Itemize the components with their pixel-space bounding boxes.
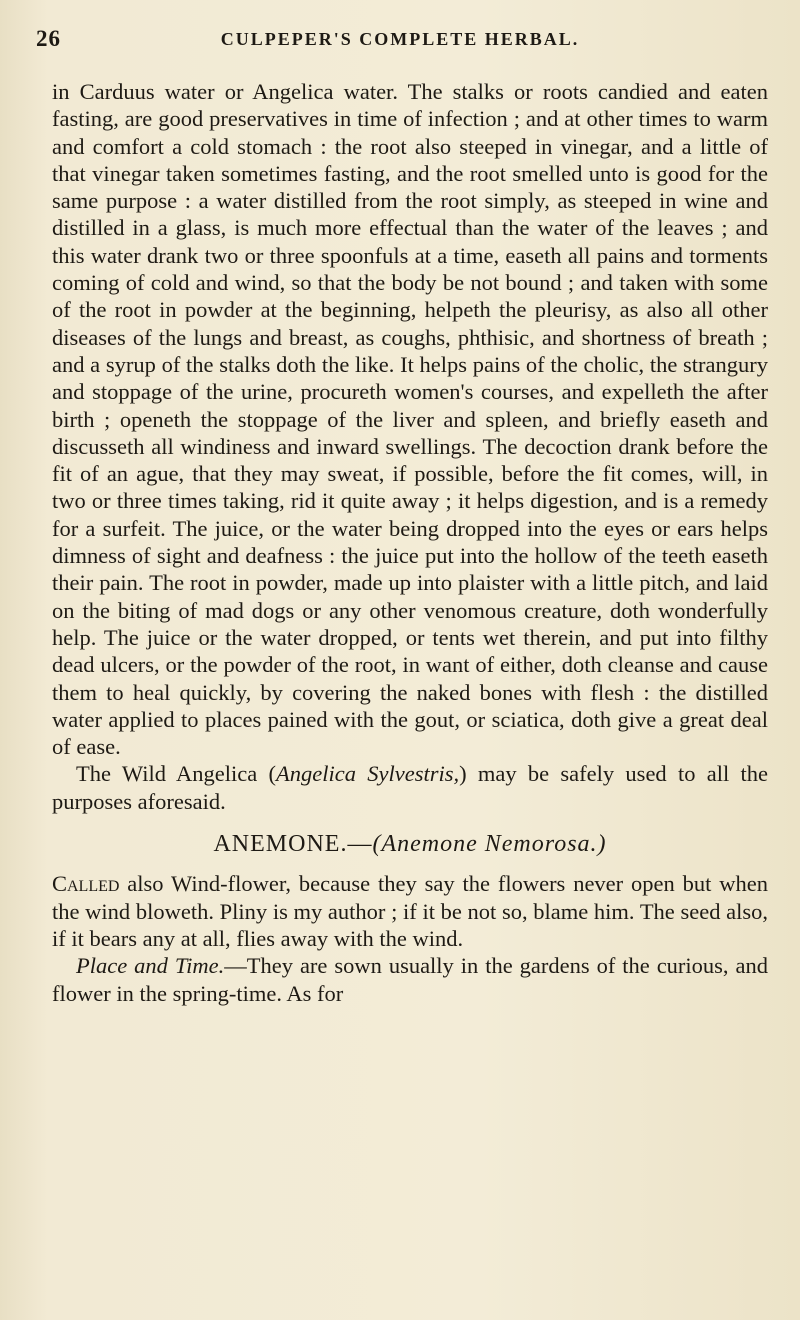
section-heading-anemone [52,831,768,858]
paragraph-lead-word: Called [52,871,120,897]
place-and-time-label: Place and Time. [76,953,225,979]
place-and-time-text: —They are sown usually in the gardens of the curious, and flower in the spring-time. As for [52,953,768,1006]
paragraph-anemone-text: also Wind-flower, because they say the flowers never open but when the wind bloweth. Pliny is my author ; if it be not so, blame him. The seed also, if it bears any at all, flies away with the wind. [52,871,768,951]
page-number: 26 [36,26,61,51]
wild-angelica-latin: Angelica Sylvestris, [275,761,460,787]
wild-angelica-suffix: ) may be safely used to all the purposes aforesaid. [52,761,769,814]
section-title: ANEMONE.— [213,831,373,858]
paragraph-angelica-continued: in Carduus water or Angelica water. The stalks or roots candied and eaten fasting, are good preservatives in time of infection ; and at other times to warm and comfort a cold stomach : the root also steeped in vinegar, and a little of that vinegar taken sometimes fasting, and the root smelled unto is good for the same purpose : a water distilled from the root simply, as steeped in wine and distilled in a glass, is much more effectual than the water of the leaves ; and this water drank two or three spoonfuls at a time, easeth all pains and torments coming of cold and wind, so that the body be not bound ; and taken with some of the root in powder at the beginning, helpeth the pleurisy, as also all other diseases of the lungs and breast, as coughs, phthisic, and shortness of breath ; and a syrup of the stalks doth the like. It helps pains of the cholic, the strangury and stoppage of the urine, procureth women's courses, and expelleth the after birth ; openeth the stoppage of the liver and spleen, and briefly easeth and discusseth all windiness and inward swellings. The decoction drank before the fit of an ague, that they may sweat, if possible, before the fit comes, will, in two or three times taking, rid it quite away ; it helps digestion, and is a remedy for a surfeit. The juice, or the water being dropped into the eyes or ears helps dimness of sight and deafness : the juice put into the hollow of the teeth easeth their pain. The root in powder, made up into plaister with a little pitch, and laid on the biting of mad dogs or any other venomous creature, doth wonderfully help. The juice or the water dropped, or tents wet therein, and put into filthy dead ulcers, or the powder of the root, in want of either, doth cleanse and cause them to heal quickly, by covering the naked bones with flesh : the distilled water applied to places pained with the gout, or sciatica, doth give a great deal of ease. [52,79,768,760]
body-text [52,78,768,1007]
page-header [36,22,764,58]
section-latin-name: (Anemone Nemorosa.) [372,831,607,858]
paragraph-place-and-time [52,952,768,1007]
wild-angelica-prefix: The Wild Angelica ( [76,761,276,787]
paragraph-anemone-description [52,870,768,952]
running-head: CULPEPER'S COMPLETE HERBAL. [220,29,580,49]
paragraph-wild-angelica [52,760,768,815]
